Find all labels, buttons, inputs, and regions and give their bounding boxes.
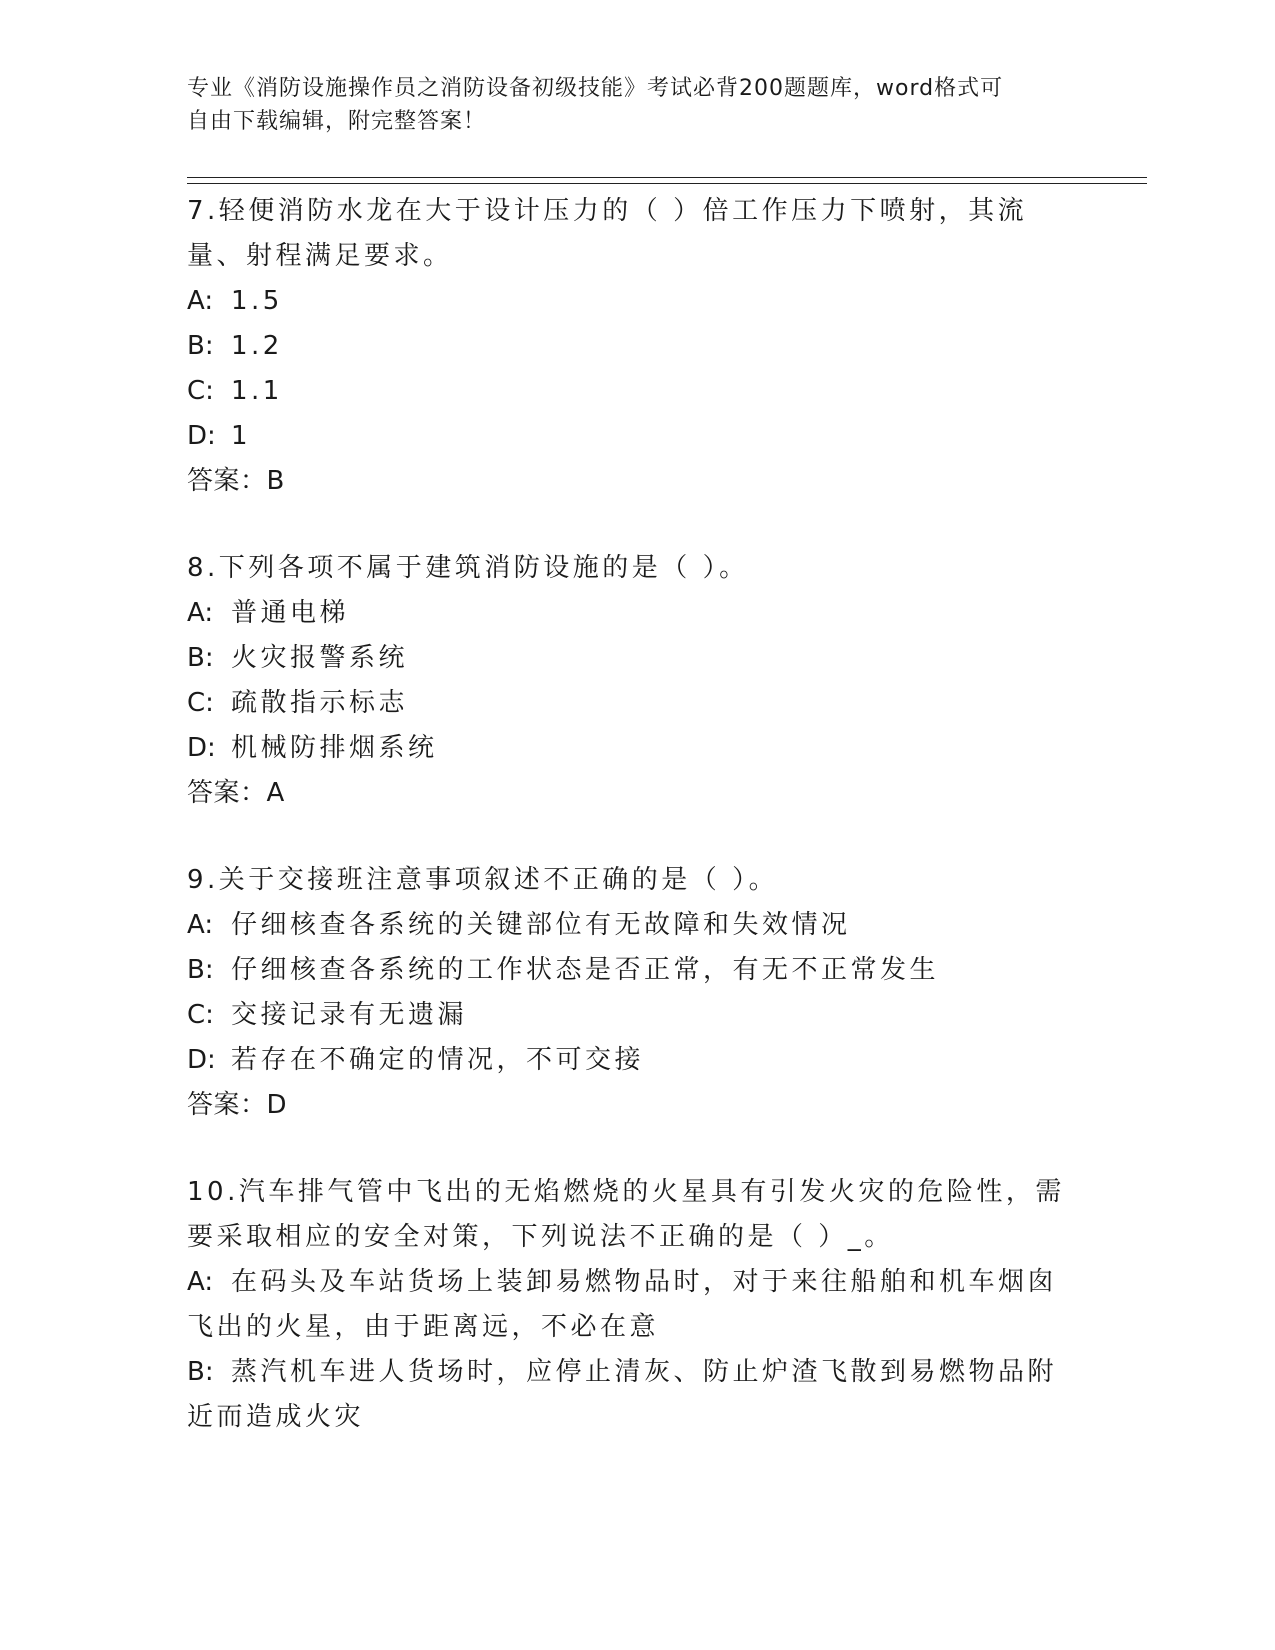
header-line-1: 专业《消防设施操作员之消防设备初级技能》考试必背200题题库，word格式可	[187, 76, 1004, 101]
option-text: 疏散指示标志	[231, 688, 409, 718]
option-key: C:	[187, 1000, 214, 1030]
option-text: 仔细核查各系统的关键部位有无故障和失效情况	[231, 910, 851, 940]
option-b	[187, 1350, 1067, 1440]
option-b	[187, 324, 1067, 369]
question-stem: 9.关于交接班注意事项叙述不正确的是（ ）。	[187, 865, 779, 895]
option-a	[187, 903, 1067, 948]
question-10	[187, 1170, 1067, 1440]
question-7	[187, 189, 1067, 504]
question-stem: 8.下列各项不属于建筑消防设施的是（ ）。	[187, 553, 749, 583]
option-text: 1	[231, 421, 252, 451]
option-key: C:	[187, 376, 214, 406]
question-stem: 7.轻便消防水龙在大于设计压力的（ ）倍工作压力下喷射，其流量、射程满足要求。	[187, 196, 1028, 271]
option-d	[187, 726, 1067, 771]
option-d	[187, 1038, 1067, 1083]
option-d	[187, 414, 1067, 459]
question-list	[187, 189, 1067, 1482]
option-text: 1.5	[231, 286, 283, 316]
header-divider	[187, 177, 1147, 184]
option-key: B:	[187, 955, 214, 985]
option-text: 1.1	[231, 376, 283, 406]
option-a	[187, 1260, 1067, 1350]
option-text: 在码头及车站货场上装卸易燃物品时，对于来往船舶和机车烟囱飞出的火星，由于距离远，不必在意	[187, 1267, 1058, 1342]
option-key: C:	[187, 688, 214, 718]
document-header	[187, 72, 1087, 138]
option-key: B:	[187, 643, 214, 673]
option-text: 机械防排烟系统	[231, 733, 438, 763]
option-a	[187, 279, 1067, 324]
option-text: 蒸汽机车进人货场时，应停止清灰、防止炉渣飞散到易燃物品附近而造成火灾	[187, 1357, 1058, 1432]
option-text: 交接记录有无遗漏	[231, 1000, 468, 1030]
option-key: A:	[187, 598, 214, 628]
answer-line: 答案：A	[187, 778, 285, 808]
option-text: 仔细核查各系统的工作状态是否正常，有无不正常发生	[231, 955, 940, 985]
option-key: A:	[187, 1267, 214, 1297]
answer-line: 答案：D	[187, 1090, 288, 1120]
option-text: 若存在不确定的情况，不可交接	[231, 1045, 645, 1075]
answer-line: 答案：B	[187, 466, 285, 496]
option-b	[187, 948, 1067, 993]
question-stem: 10.汽车排气管中飞出的无焰燃烧的火星具有引发火灾的危险性，需要采取相应的安全对策，下列说法不正确的是（ ）_。	[187, 1177, 1065, 1252]
option-key: D:	[187, 1045, 216, 1075]
question-9	[187, 858, 1067, 1128]
option-a	[187, 591, 1067, 636]
option-text: 火灾报警系统	[231, 643, 409, 673]
option-key: D:	[187, 733, 216, 763]
option-c	[187, 369, 1067, 414]
option-key: D:	[187, 421, 216, 451]
option-c	[187, 993, 1067, 1038]
option-text: 普通电梯	[231, 598, 350, 628]
option-b	[187, 636, 1067, 681]
question-8	[187, 546, 1067, 816]
option-text: 1.2	[231, 331, 283, 361]
option-key: B:	[187, 1357, 214, 1387]
option-key: B:	[187, 331, 214, 361]
option-key: A:	[187, 910, 214, 940]
option-c	[187, 681, 1067, 726]
option-key: A:	[187, 286, 214, 316]
header-line-2: 自由下载编辑，附完整答案！	[187, 109, 487, 134]
